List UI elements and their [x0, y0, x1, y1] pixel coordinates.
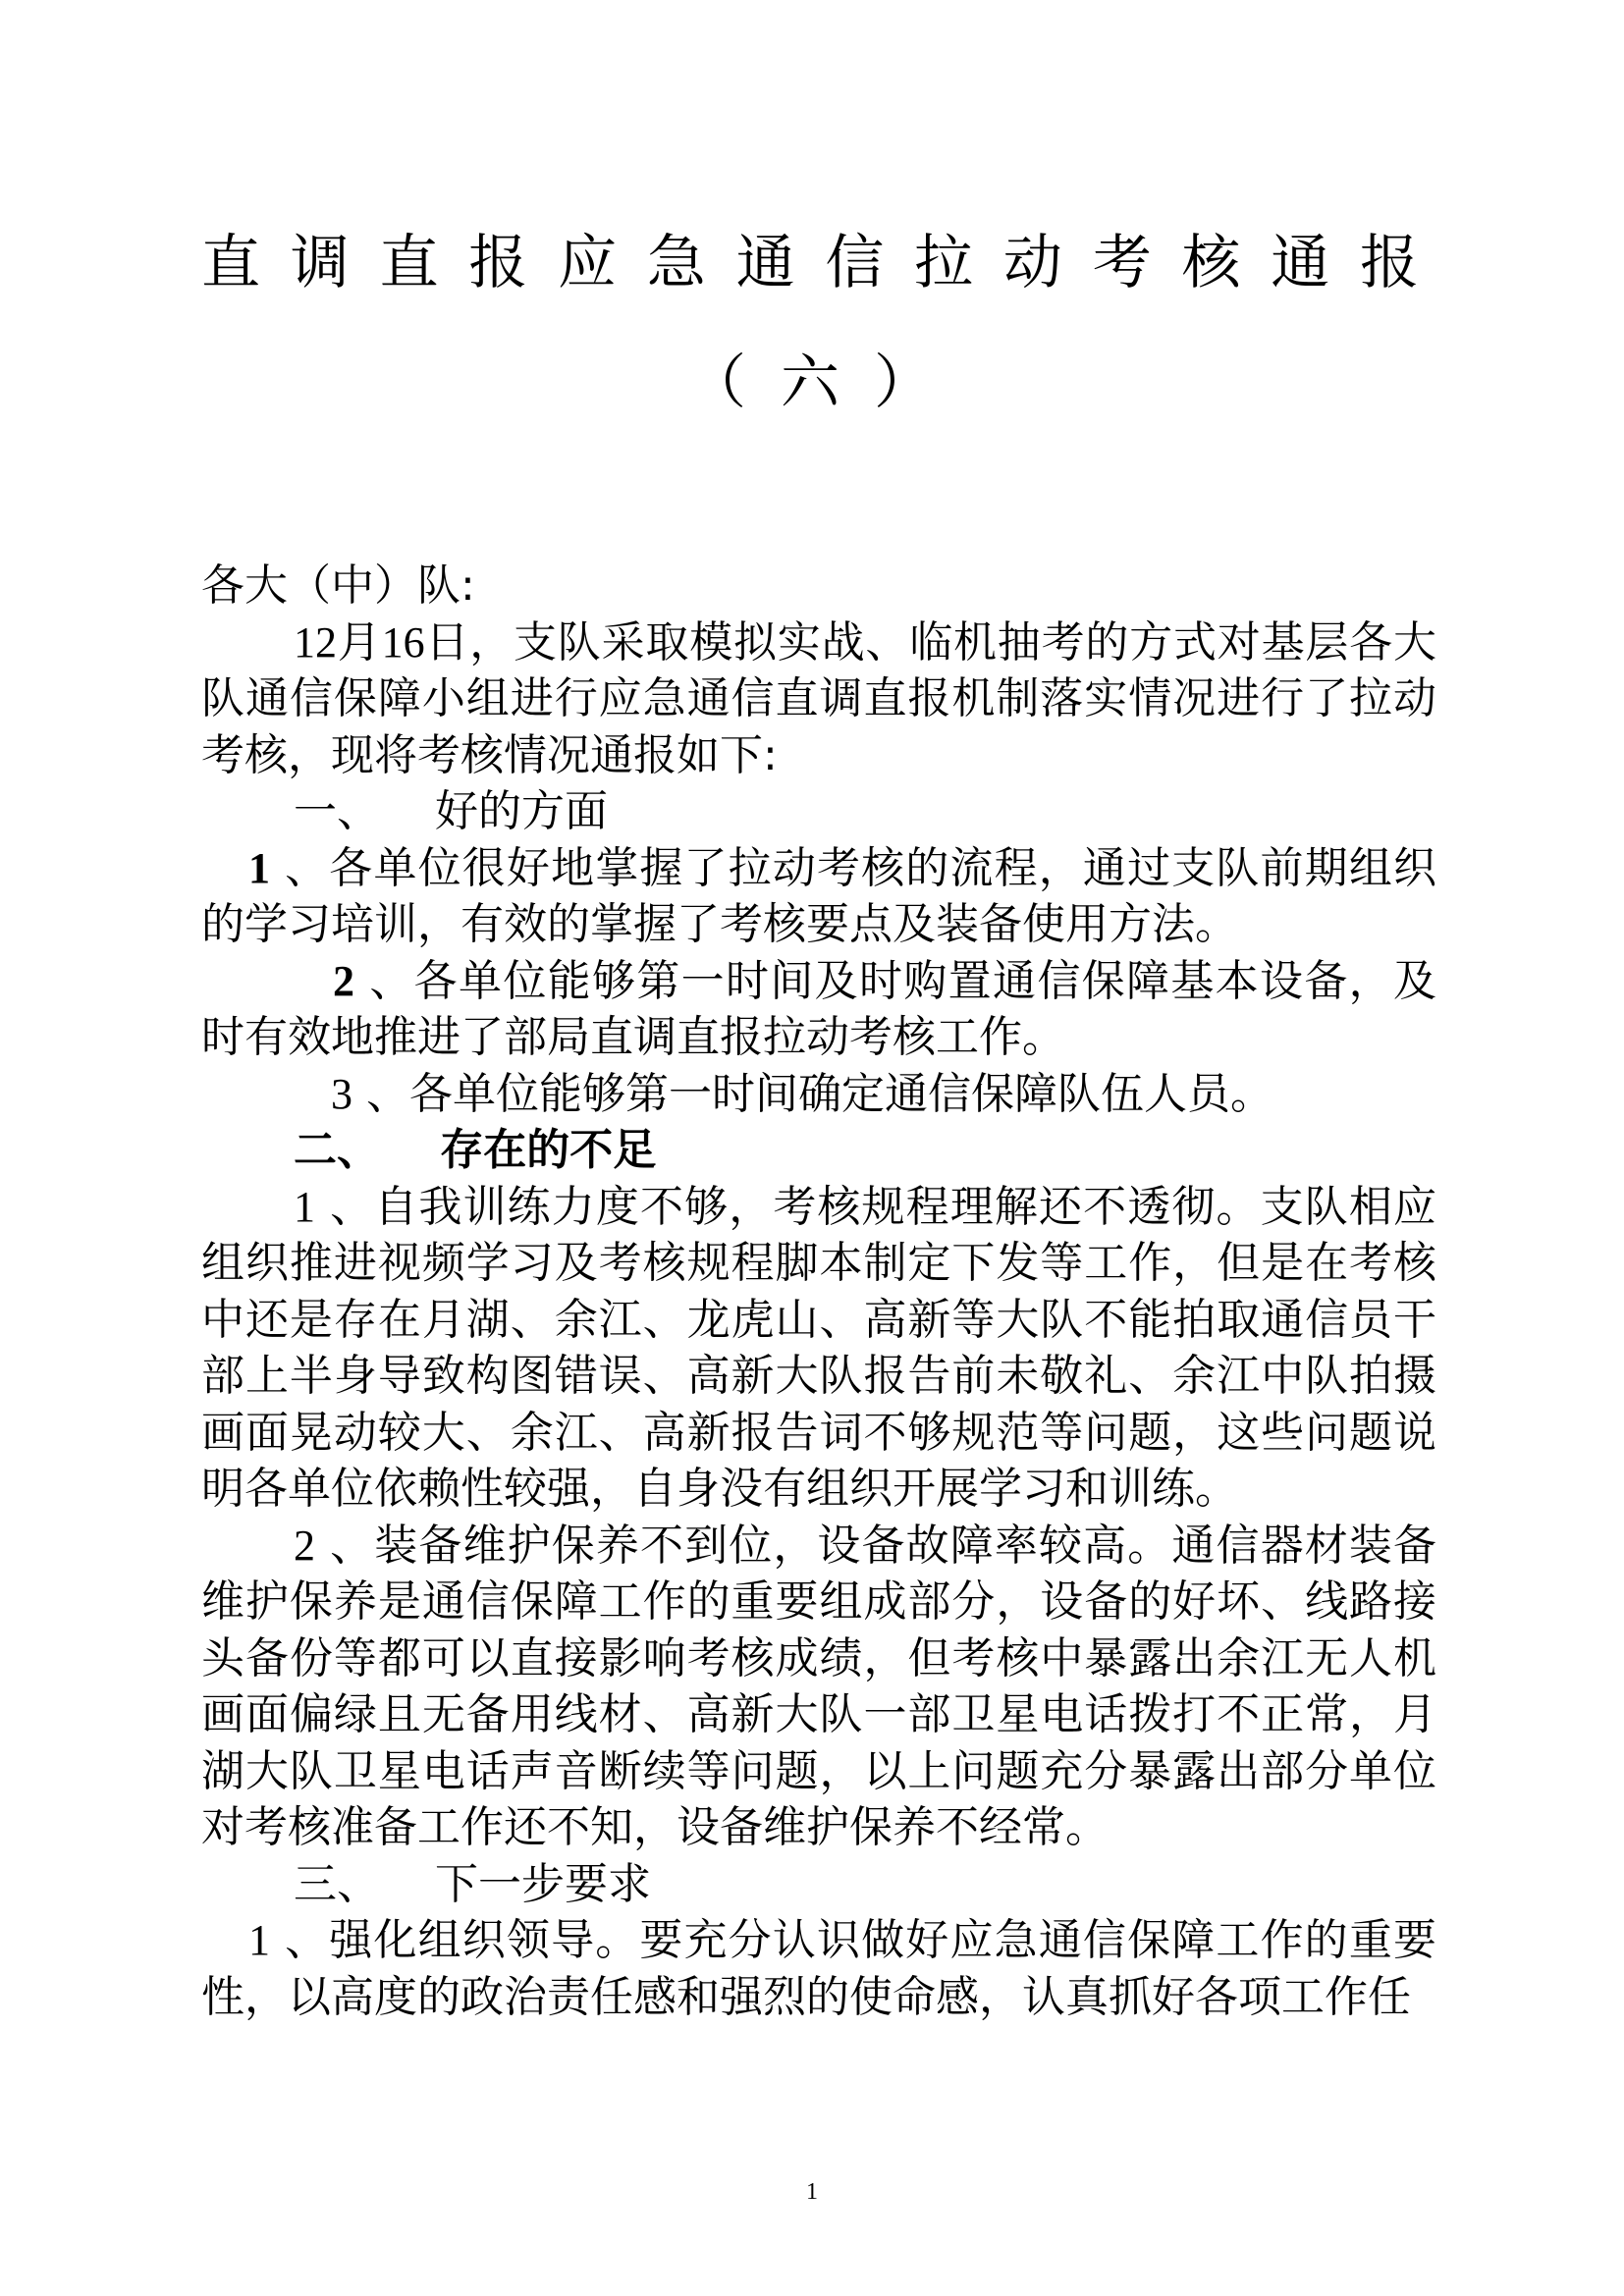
intro-text: ，支队采取模拟实战、临机抽考的方式对基层各大队通信保障小组进行应急通信直调直报机制落实情况进行了拉动考核，现将考核情况通报如下:	[201, 616, 1437, 780]
item-text: 装备维护保养不到位，设备故障率较高。通信器材装备维护保养是通信保障工作的重要组成部分，设备的好坏、线路接头备份等都可以直接影响考核成绩，但考核中暴露出余江无人机画面偏绿且无备用线材、高新大队一部卫星电话拨打不正常，月湖大队卫星电话声音断续等问题，以上问题充分暴露出部分单位对考核准备工作还不知，设备维护保养不经常。	[201, 1520, 1436, 1852]
item-separator: 、	[366, 1068, 409, 1119]
list-item	[201, 840, 1436, 953]
document-body	[201, 558, 1436, 2025]
item-text: 各单位能够第一时间确定通信保障队伍人员。	[409, 1068, 1273, 1119]
section-heading-next-steps	[201, 1856, 1436, 1913]
section-title: 好的方面	[434, 786, 608, 836]
item-number: 3	[331, 1069, 352, 1118]
item-separator: 、	[330, 1520, 375, 1571]
intro-paragraph	[201, 614, 1436, 784]
section-number: 一、	[294, 786, 380, 836]
list-item	[201, 1912, 1436, 2025]
item-separator: 、	[285, 1915, 330, 1965]
list-item	[201, 953, 1436, 1066]
item-number: 1	[248, 843, 270, 892]
document-subtitle: （六）	[687, 348, 933, 417]
section-number: 三、	[294, 1858, 380, 1909]
section-title: 下一步要求	[434, 1858, 651, 1909]
item-separator: 、	[330, 1181, 375, 1232]
item-number: 1	[248, 1916, 270, 1964]
item-number: 2	[294, 1521, 315, 1570]
document-title: 直调直报应急通信拉动考核通报	[201, 229, 1419, 297]
section-heading-good	[201, 783, 1436, 840]
item-separator: 、	[369, 955, 414, 1006]
page-number: 1	[806, 2179, 818, 2205]
section-number: 二、	[294, 1125, 380, 1175]
item-number: 2	[333, 956, 354, 1005]
item-separator: 、	[285, 842, 330, 893]
section-title: 存在的不足	[440, 1125, 657, 1175]
item-text: 强化组织领导。要充分认识做好应急通信保障工作的重要性，以高度的政治责任感和强烈的使命感，认真抓好各项工作任	[201, 1915, 1436, 2022]
item-text: 各单位很好地掌握了拉动考核的流程，通过支队前期组织的学习培训，有效的掌握了考核要点及装备使用方法。	[201, 842, 1436, 949]
list-item	[201, 1518, 1436, 1856]
intro-date: 12月16日	[294, 617, 470, 667]
section-heading-shortcomings	[201, 1122, 1436, 1179]
item-number: 1	[294, 1182, 315, 1231]
item-text: 自我训练力度不够，考核规程理解还不透彻。支队相应组织推进视频学习及考核规程脚本制定下发等工作，但是在考核中还是存在月湖、余江、龙虎山、高新等大队不能拍取通信员干部上半身导致构图错误、高新大队报告前未敬礼、余江中队拍摄画面晃动较大、余江、高新报告词不够规范等问题，这些问题说明各单位依赖性较强，自身没有组织开展学习和训练。	[201, 1181, 1436, 1514]
item-text: 各单位能够第一时间及时购置通信保障基本设备，及时有效地推进了部局直调直报拉动考核工作。	[201, 955, 1437, 1062]
list-item	[201, 1179, 1436, 1518]
list-item	[201, 1066, 1436, 1123]
salutation: 各大（中）队:	[201, 561, 475, 611]
